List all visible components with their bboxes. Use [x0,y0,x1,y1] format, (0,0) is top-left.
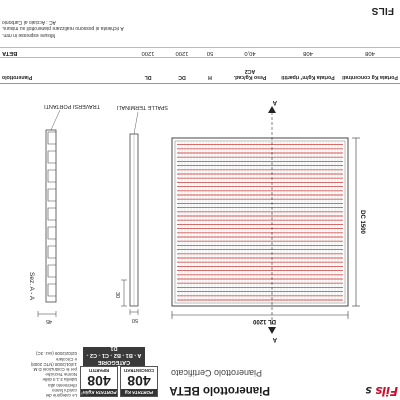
cell-h: 50 [206,50,214,56]
table-top-rule [0,83,400,84]
col-header-portata-rip: Portata Kg/m² ripartiti [281,74,335,80]
col-header-peso: Peso Kg/cad. AC2 [233,68,267,80]
side-right-dimension: 30 [113,291,120,299]
category-title: CATEGORIE [97,359,131,365]
cell-model: BETA [2,50,18,56]
footer-note-line: AC : Acciaio al Carbonio [2,19,56,25]
badge-bottom-label: RIPARTITI [88,368,110,373]
badge-top-label: PORTATA Kg/m² [81,390,117,395]
legal-note-line: 02/02/2009 (sez. 3C) [35,351,77,357]
footer-notes [2,19,138,39]
legal-note-line: Le categorie dei [45,393,77,398]
page-title: Pianerottolo BETA [169,384,270,396]
footer-brand: FILS [371,5,394,16]
col-header-h: H [208,74,212,80]
plan-view-drawing [172,106,360,334]
legal-note-line: Norme Tecniche [45,372,77,378]
legal-note-line: tabella 3.1.II delle [42,377,77,383]
legal-note-line: 14/01/2008 (NTC 2008) [30,361,77,367]
technical-drawings [0,90,400,400]
col-header-portata-conc: Portata Kg concentrati [342,74,398,80]
section-label: Sez. A - A [28,272,35,301]
section-caption: TRAVERSI PORTANTI [44,103,100,109]
legal-note-line: e Circolare [55,356,77,362]
cell-portata-conc: 408 [365,50,375,56]
badge-bottom-label: CONCENTRATI [123,368,155,373]
col-header-model: Pianerottolo [2,74,33,80]
badge-value: 408 [87,373,111,389]
section-mark-bottom: A [272,99,277,105]
table-row [0,48,400,56]
category-values: A - B1 - B2 - C1 - C2 - D1 [86,345,142,358]
side-caption: SPALLE TERMINALI [116,104,168,110]
legal-note-line: riferimento alla [48,382,77,388]
legal-note-line: carichi fanno [52,387,77,393]
side-view-drawing [121,112,138,315]
footer-note-line: Misure espresse in mm. [2,32,56,38]
spec-table-header [0,58,400,80]
side-top-dimension: 50 [131,317,138,323]
brand-logo-text: Fils [375,384,398,398]
section-view-drawing [38,110,60,317]
legal-note-line: per le Costruzioni D.M. [32,366,77,372]
footer-note-line: A richiesta si possono realizzare pianerottoli su misura. [2,25,124,32]
cell-dc: 1200 [175,50,189,56]
col-header-dc: DC [178,74,186,80]
cell-portata-rip: 408 [303,50,313,56]
brand-logo-mark-icon: S [365,384,372,394]
plan-width-dimension: DL 1200 [253,318,276,324]
plan-height-dimension: DC 1500 [359,210,366,234]
cell-peso: 40,0 [244,50,256,56]
section-width-dimension: 45 [45,318,52,324]
page-subtitle: Pianerottolo Certificato [170,368,262,378]
badge-value: 408 [127,373,151,389]
cell-dl: 1200 [141,50,155,56]
badge-top-label: PORTATA Kg [121,389,157,396]
section-mark-top: A [272,336,277,342]
col-header-dl: DL [144,74,152,80]
